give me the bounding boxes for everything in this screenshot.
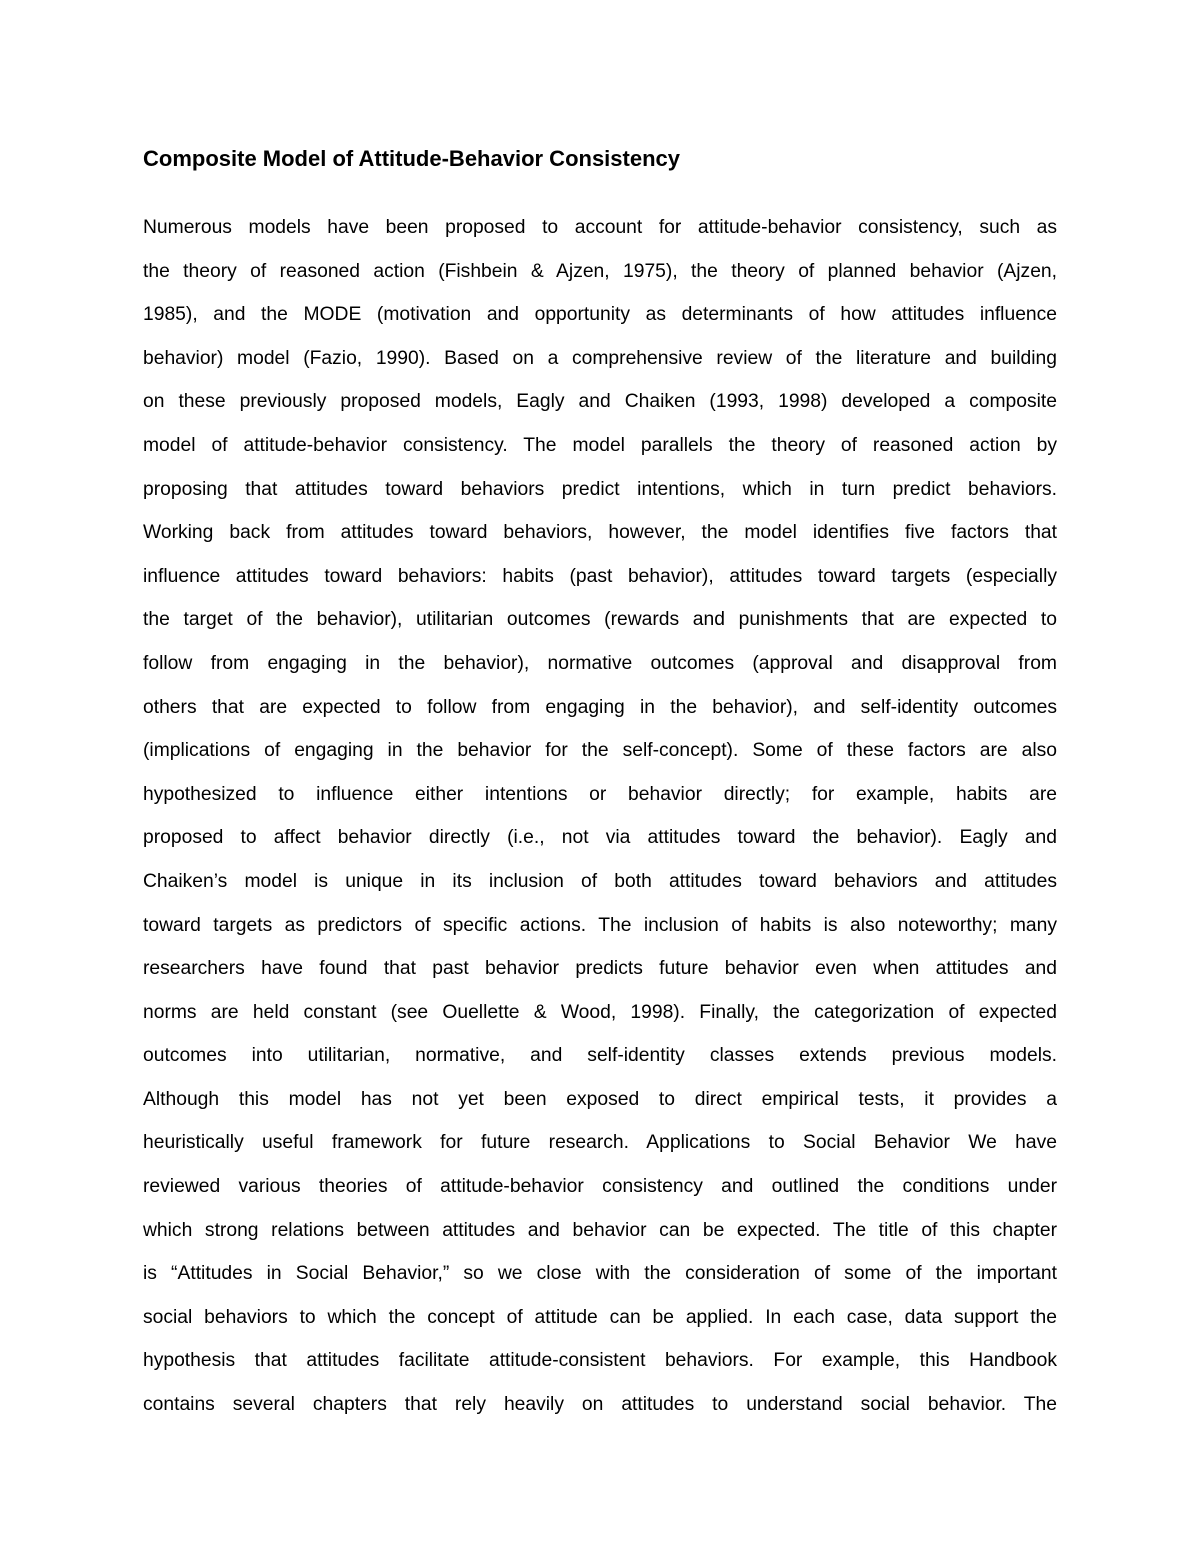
body-line: (implications of engaging in the behavior for the self-concept). Some of these factors are also [143, 740, 1057, 762]
document-title: Composite Model of Attitude-Behavior Consistency [143, 146, 681, 171]
body-line: others that are expected to follow from engaging in the behavior), and self-identity outcomes [143, 696, 1057, 718]
body-line: contains several chapters that rely heavily on attitudes to understand social behavior. The [143, 1394, 1057, 1416]
body-line: heuristically useful framework for future research. Applications to Social Behavior We have [143, 1132, 1057, 1154]
body-line: the theory of reasoned action (Fishbein & Ajzen, 1975), the theory of planned behavior (Ajzen, [143, 260, 1057, 282]
body-line: model of attitude-behavior consistency. The model parallels the theory of reasoned action by [143, 434, 1057, 456]
body-line: Numerous models have been proposed to account for attitude-behavior consistency, such as [143, 217, 1057, 238]
body-line: norms are held constant (see Ouellette & Wood, 1998). Finally, the categorization of expected [143, 1001, 1057, 1023]
body-line: proposed to affect behavior directly (i.e., not via attitudes toward the behavior). Eagly and [143, 827, 1057, 849]
body-line: Working back from attitudes toward behaviors, however, the model identifies five factors that [143, 522, 1057, 544]
body-line: social behaviors to which the concept of attitude can be applied. In each case, data support the [143, 1306, 1057, 1328]
body-line: hypothesized to influence either intentions or behavior directly; for example, habits are [143, 783, 1057, 805]
body-line: the target of the behavior), utilitarian outcomes (rewards and punishments that are expected to [143, 609, 1057, 631]
body-line: influence attitudes toward behaviors: habits (past behavior), attitudes toward targets (especially [143, 565, 1057, 587]
body-line: reviewed various theories of attitude-behavior consistency and outlined the conditions under [143, 1176, 1057, 1198]
body-line: is “Attitudes in Social Behavior,” so we close with the consideration of some of the important [143, 1263, 1057, 1285]
document-body [143, 206, 1057, 1427]
body-line: outcomes into utilitarian, normative, and self-identity classes extends previous models. [143, 1045, 1057, 1067]
body-line: 1985), and the MODE (motivation and opportunity as determinants of how attitudes influence [143, 304, 1057, 326]
body-line: behavior) model (Fazio, 1990). Based on a comprehensive review of the literature and building [143, 347, 1057, 369]
body-line: on these previously proposed models, Eagly and Chaiken (1993, 1998) developed a composite [143, 391, 1057, 413]
body-line: hypothesis that attitudes facilitate attitude-consistent behaviors. For example, this Handbook [143, 1350, 1057, 1372]
body-line: researchers have found that past behavior predicts future behavior even when attitudes and [143, 958, 1057, 980]
body-line: Although this model has not yet been exposed to direct empirical tests, it provides a [143, 1088, 1057, 1110]
body-line: proposing that attitudes toward behaviors predict intentions, which in turn predict behaviors. [143, 478, 1057, 500]
body-line: which strong relations between attitudes and behavior can be expected. The title of this chapter [143, 1219, 1057, 1241]
body-line: Chaiken’s model is unique in its inclusion of both attitudes toward behaviors and attitudes [143, 870, 1057, 892]
body-line: follow from engaging in the behavior), normative outcomes (approval and disapproval from [143, 652, 1057, 674]
body-line: toward targets as predictors of specific actions. The inclusion of habits is also noteworthy; many [143, 914, 1057, 936]
